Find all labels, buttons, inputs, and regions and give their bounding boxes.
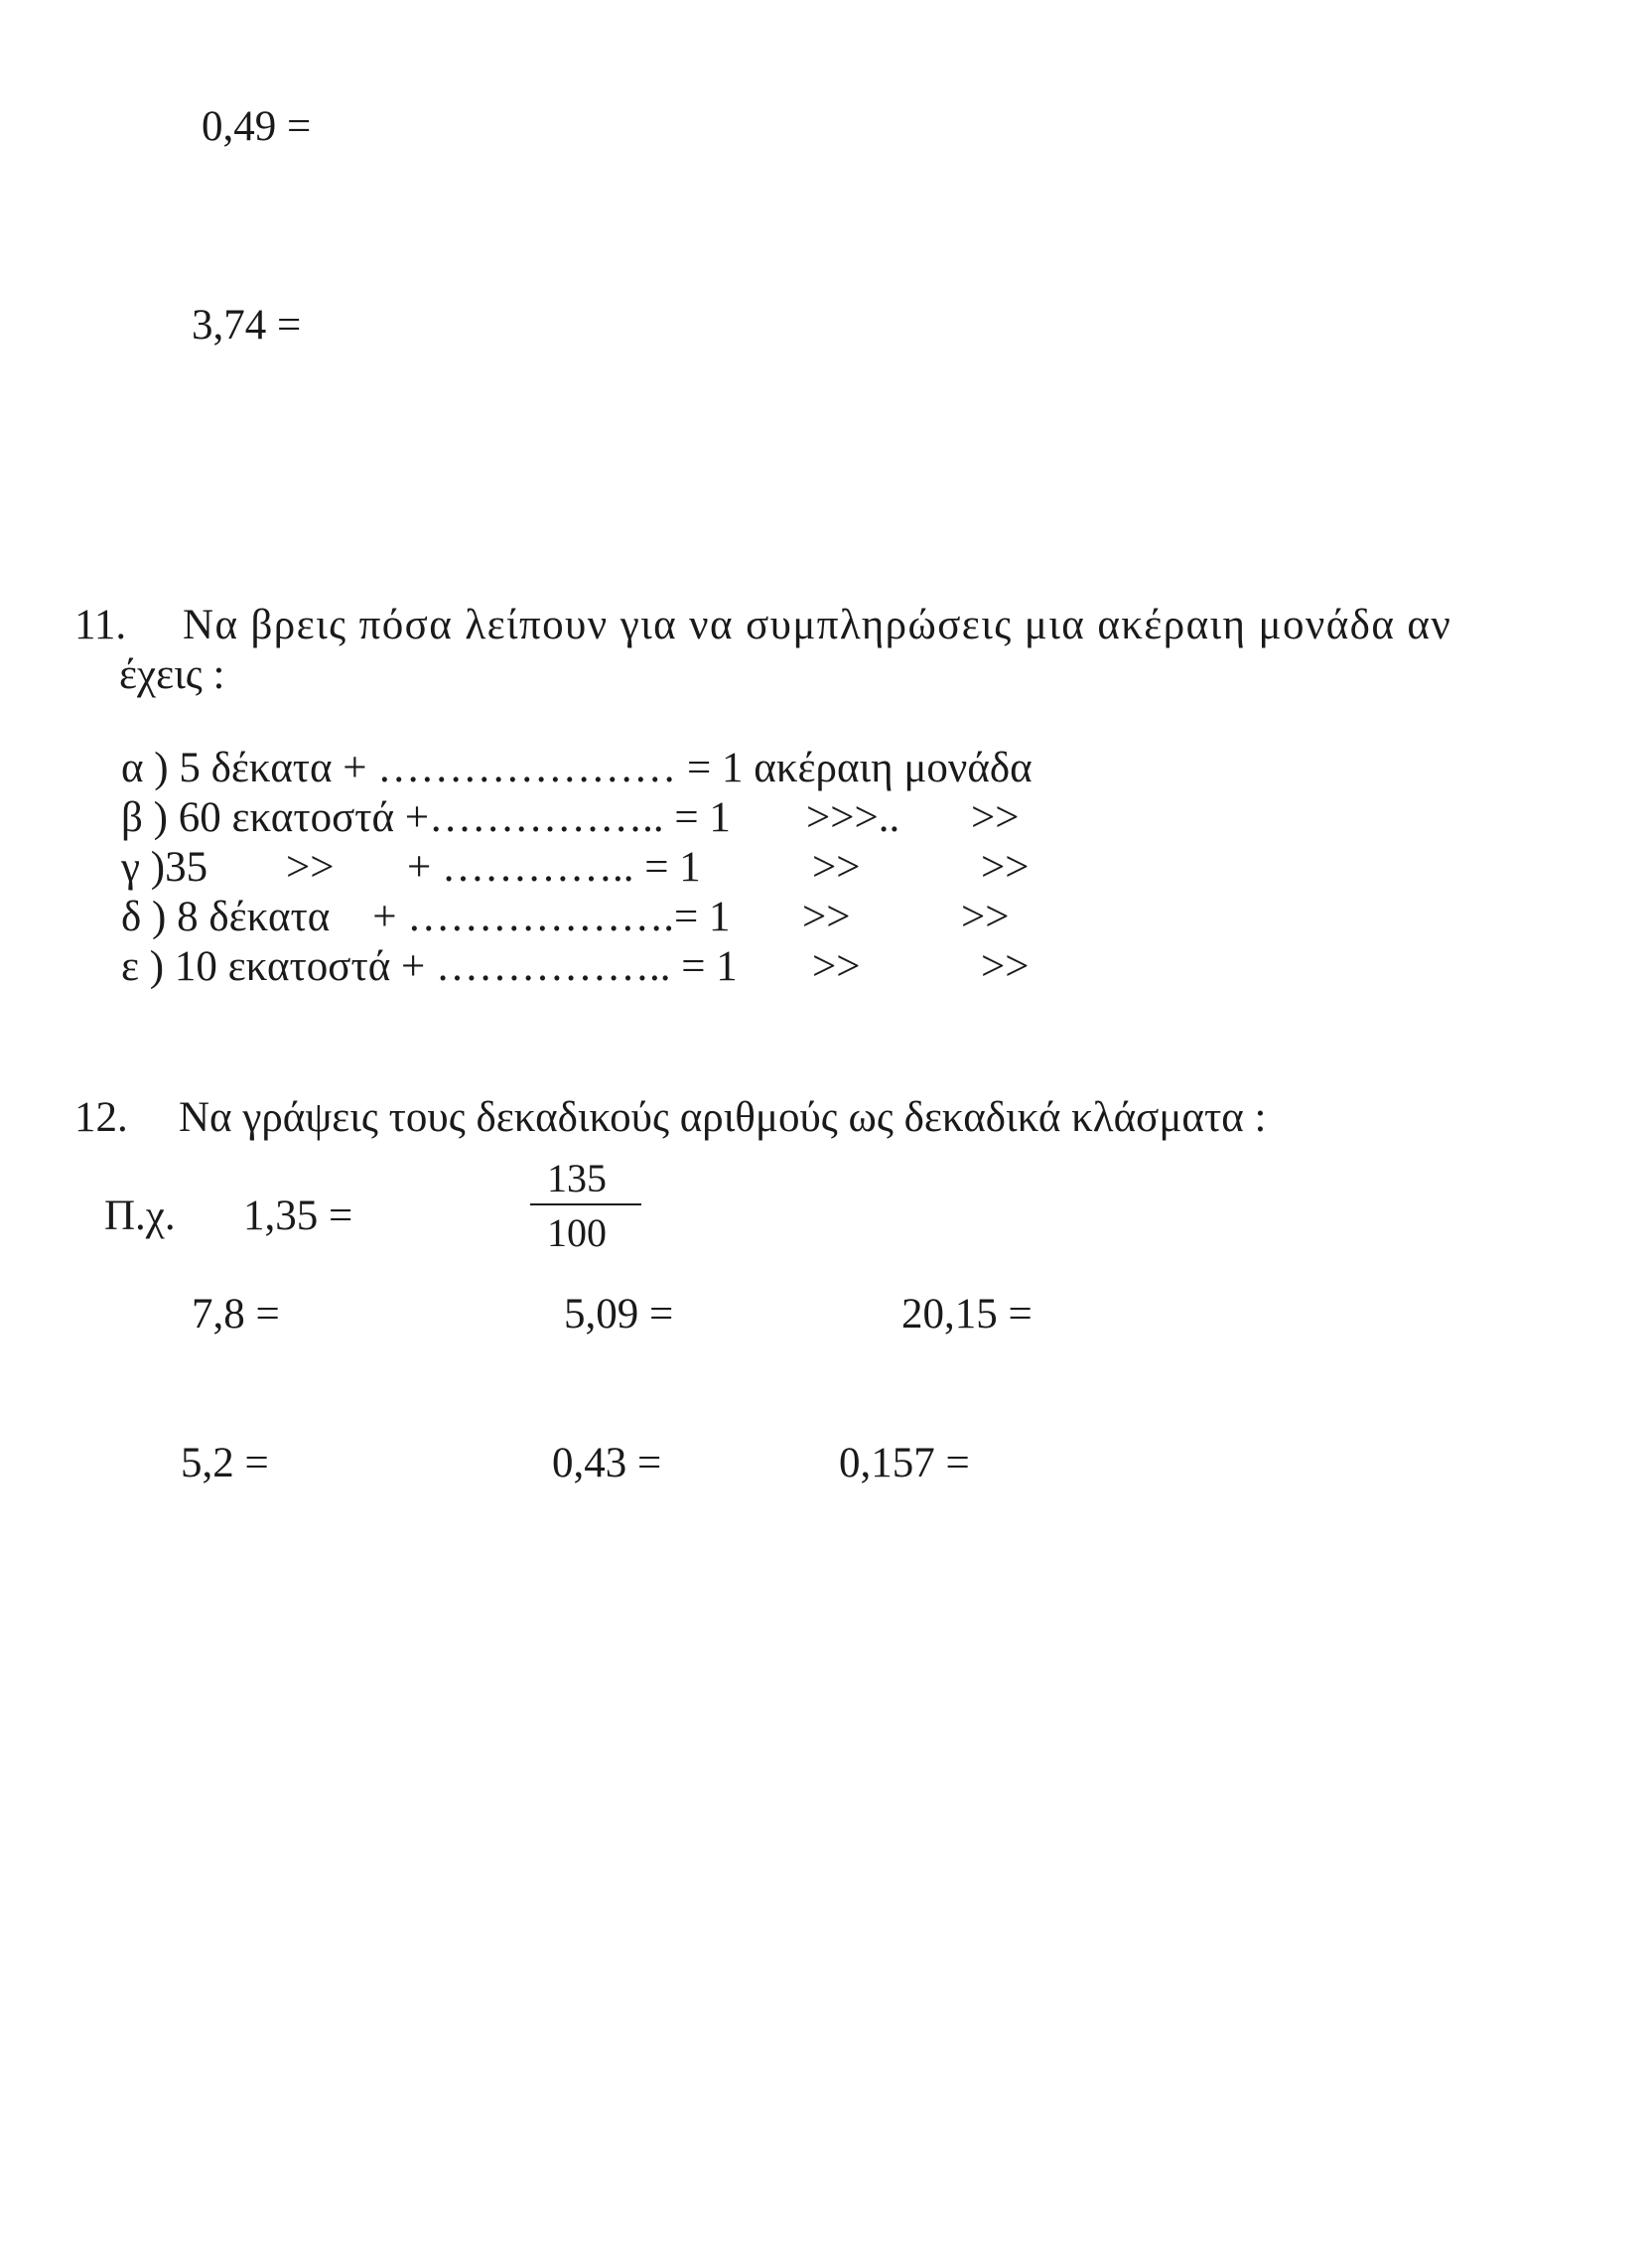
q11-row-d-col2: >> (802, 894, 851, 940)
q11-number: 11. (74, 602, 127, 648)
q12-item-5-09: 5,09 = (564, 1291, 674, 1337)
item-3-74: 3,74 = (192, 302, 302, 349)
q11-row-e-col3: >> (981, 943, 1030, 990)
q11-row-c: γ )35 (121, 844, 208, 891)
q11-row-b: β ) 60 εκατοστά +…………….. = 1 (121, 794, 731, 841)
q12-item-7-8: 7,8 = (192, 1291, 280, 1337)
q11-row-c-mid: >> (286, 844, 335, 891)
q11-text-line2: έχεις : (119, 651, 225, 698)
q11-text-line1: Να βρεις πόσα λείπουν για να συμπληρώσεις μια ακέραιη μονάδα αν (183, 602, 1452, 648)
q11-row-d-col3: >> (961, 894, 1010, 940)
q11-row-d: δ ) 8 δέκατα + ……………….= 1 (121, 894, 731, 940)
q11-row-c-plus: + ………….. = 1 (407, 844, 701, 891)
q12-item-5-2: 5,2 = (181, 1440, 269, 1486)
q11-row-e-col2: >> (812, 943, 861, 990)
q12-number: 12. (74, 1094, 128, 1141)
q12-example-numerator: 135 (547, 1156, 607, 1200)
q11-row-b-col2: >>>.. (806, 794, 900, 841)
q12-item-0-157: 0,157 = (839, 1440, 970, 1486)
q12-text: Να γράψεις τους δεκαδικούς αριθμούς ως δεκαδικά κλάσματα : (179, 1094, 1267, 1141)
q12-item-0-43: 0,43 = (552, 1440, 662, 1486)
q11-row-b-col3: >> (971, 794, 1020, 841)
q12-example-denominator: 100 (547, 1210, 607, 1255)
item-0-49: 0,49 = (202, 103, 312, 150)
q12-example-label: Π.χ. (104, 1193, 176, 1239)
q11-row-c-col3: >> (981, 844, 1030, 891)
q11-row-a: α ) 5 δέκατα + ………………… = 1 ακέραιη μονάδα (121, 745, 1032, 791)
q12-example-expr: 1,35 = (243, 1193, 353, 1239)
q11-row-c-col2: >> (812, 844, 861, 891)
q11-row-e: ε ) 10 εκατοστά + …………….. = 1 (121, 943, 738, 990)
q12-example-fraction-bar (530, 1203, 641, 1205)
q12-item-20-15: 20,15 = (901, 1291, 1032, 1337)
